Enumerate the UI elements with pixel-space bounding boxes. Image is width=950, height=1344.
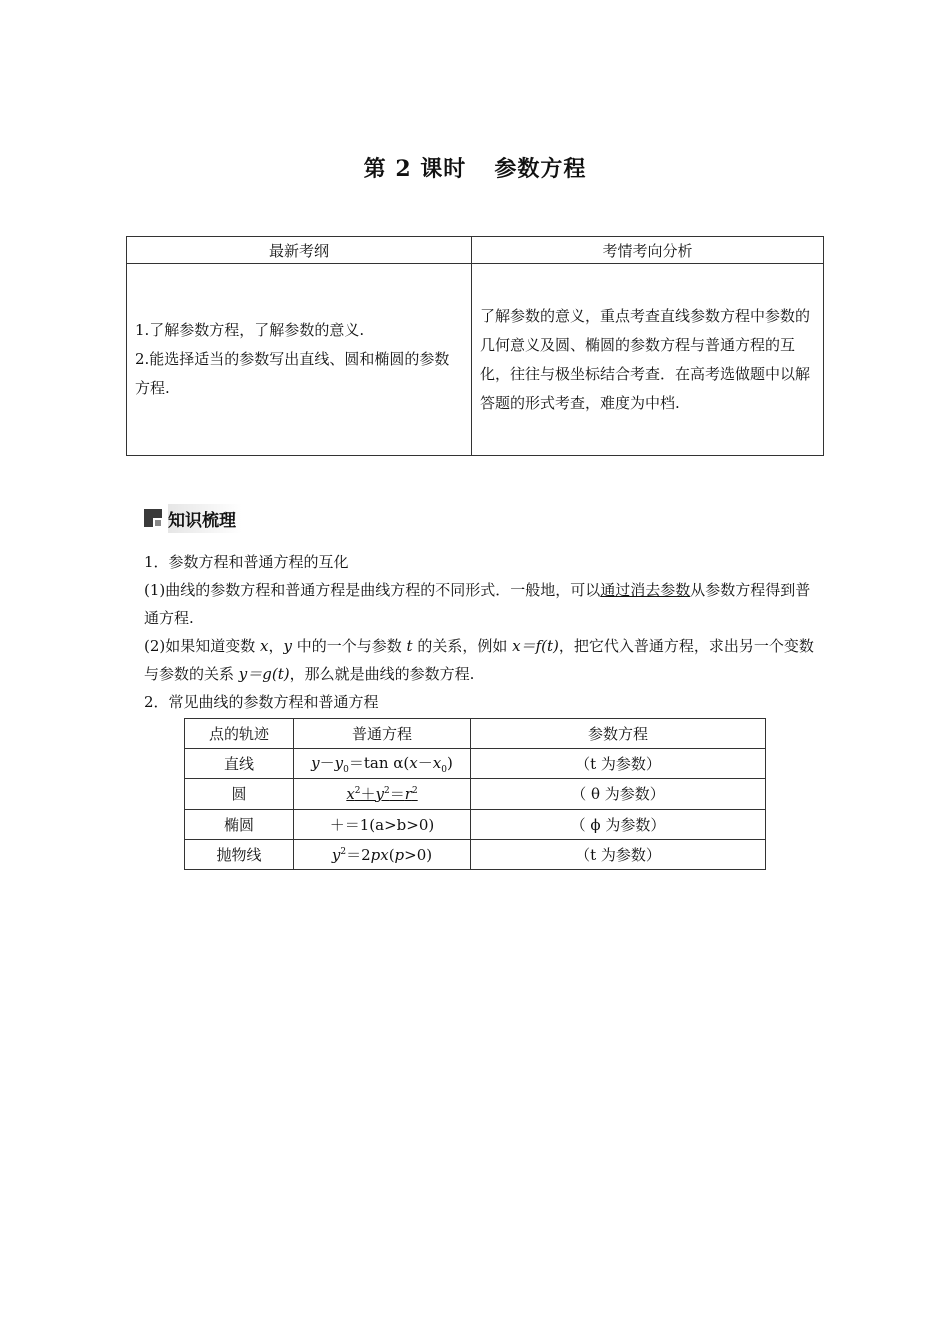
lesson-topic: 参数方程 [494,156,587,182]
circle-equation: $x^2+y^2=r^2$ [294,779,471,809]
outline-header-analysis: 考情考向分析 [472,237,824,264]
paragraph-1: (1)曲线的参数方程和普通方程是曲线方程的不同形式．一般地，可以通过消去参数从参数方程得到普通方程. [144,581,811,627]
row-name: 直线 [185,749,294,779]
outline-analysis-cell: 了解参数的意义，重点考查直线参数方程中参数的几何意义及圆、椭圆的参数方程与普通方程的互化，往往与极坐标结合考查．在高考选做题中以解答题的形式考查，难度为中档. [472,264,824,456]
paragraph-2: (2)如果知道变数 x，y 中的一个与参数 t 的关系，例如 x＝f(t)，把它代入普通方程，求出另一个变数与参数的关系 y＝g(t)，那么就是曲线的参数方程. [144,637,814,683]
table-row [185,779,766,809]
line-equation: $y-y_0=\tan$ $\alpha(x-x_0)$ [294,749,471,779]
table-row [185,749,766,779]
item2-heading: 2．常见曲线的参数方程和普通方程 [144,693,379,711]
lesson-number: 第 2 课时 [363,156,467,182]
header-parametric: 参数方程 [471,719,766,749]
header-ordinary: 普通方程 [294,719,471,749]
page-title [0,152,950,183]
section-square-icon [144,509,162,527]
table-row [185,839,766,869]
syllabus-item-1: 1.了解参数方程，了解参数的意义. [135,321,365,339]
knowledge-content [144,548,814,716]
row-name: 椭圆 [185,809,294,839]
outline-syllabus-cell [127,264,472,456]
syllabus-item-2: 2.能选择适当的参数写出直线、圆和椭圆的参数方程. [135,350,450,397]
outline-header-syllabus: 最新考纲 [127,237,472,264]
section-title: 知识梳理 [168,504,242,533]
item1-heading: 1．参数方程和普通方程的互化 [144,553,349,571]
row-name: 圆 [185,779,294,809]
row-name: 抛物线 [185,839,294,869]
section-header [144,505,242,531]
row-param: （ ϕ 为参数） [471,809,766,839]
curves-table [184,718,766,870]
underlined-answer: 通过消去参数 [600,581,691,599]
row-param: （ θ 为参数） [471,779,766,809]
outline-table [126,236,824,456]
header-locus: 点的轨迹 [185,719,294,749]
parabola-equation: $y^2=2px(p>0)$ [294,839,471,869]
ellipse-equation: ＋＝1(a>b>0) [294,809,471,839]
row-param: （t 为参数） [471,749,766,779]
row-param: （t 为参数） [471,839,766,869]
table-row [185,809,766,839]
table-row [185,719,766,749]
